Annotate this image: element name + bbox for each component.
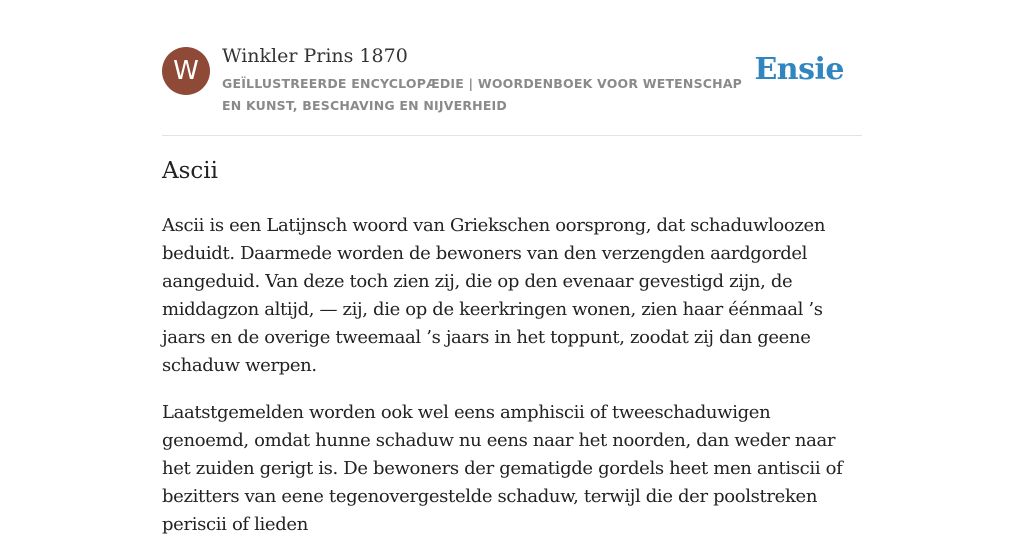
brand-logo-link[interactable]: Ensie [754, 52, 844, 87]
article-paragraph: Ascii is een Latijnsch woord van Griekschen oorsprong, dat schaduwloozen beduidt. Daarmede worden de bewoners van den verzengden aardgordel aangeduid. Van deze toch zien zij, die op den evenaar gevestigd zijn, de middagzon altijd, — zij, die op de keerkringen wonen, zien haar éénmaal ’s jaars en de overige tweemaal ’s jaars in het toppunt, zoodat zij dan geene schaduw werpen. [162, 215, 826, 376]
source-subtitle: GEÏLLUSTREERDE ENCYCLOPÆDIE | WOORDENBOEK VOOR WETENSCHAP EN KUNST, BESCHAVING EN NIJVERHEID [222, 76, 743, 113]
article-body [162, 212, 862, 558]
source-header [162, 44, 862, 135]
source-title[interactable]: Winkler Prins 1870 [222, 45, 408, 67]
article-paragraph: Laatstgemelden worden ook wel eens amphiscii of tweeschaduwigen genoemd, omdat hunne schaduw nu eens naar het noorden, dan weder naar het zuiden gerigt is. De bewoners der gematigde gordels heet men antiscii of bezitters van eene tegenovergestelde schaduw, terwijl die der poolstreken periscii of lieden [162, 402, 843, 535]
article-title: Ascii [162, 158, 219, 184]
avatar[interactable]: W [162, 47, 210, 95]
header-divider [162, 135, 862, 136]
